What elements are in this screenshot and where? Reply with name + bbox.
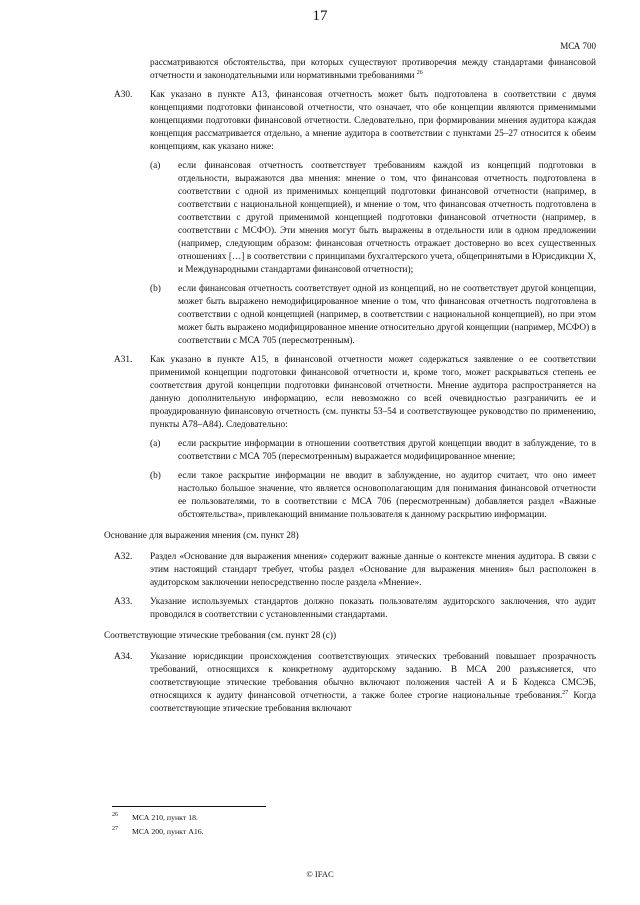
paragraph-text: Как указано в пункте А15, в финансовой отчетности может содержаться заявление о ее соответствии применимой концепции подготовки финансовой отчетности и, кроме того, может раскрываться степень ее соответствия другой концепции подготовки финансовой отчетности. Мнение аудитора распространяется на данную дополнительную информацию, если невозможно со всей очевидностью разграничить ее и проаудированную финансовую отчетность (см. пункты 53–54 и соответствующее руководство по применению, пункты A78–A84). Следовательно: [150,355,596,430]
paragraph-number: А32. [114,552,133,562]
paragraph-text: Указание юрисдикции происхождения соответствующих этических требований повышает прозрачность требований, относящихся к конкретному аудиторскому заданию. В МСА 200 разъясняется, что соответствующие этические требования обычно включают положения частей А и Б Кодекса СМСЭБ, относящихся к аудиту финансовой отчетности, а также более строгие национальные требования. [150,652,596,701]
list-item [150,470,596,522]
item-text: если такое раскрытие информации не вводит в заблуждение, но аудитор считает, что оно имеет настолько большое значение, что является основополагающим для понимания финансовой отчетности ее пользователями, то в соответствии с МСА 706 (пересмотренным) добавляется раздел «Важные обстоятельства», привлекающий внимание пользователя к данному раскрытию информации. [178,471,596,520]
paragraph-a30 [114,89,596,154]
item-label: (a) [150,439,161,449]
paragraph-a32 [114,551,596,590]
footnote-ref-26: 26 [416,69,423,76]
list-item [150,160,596,277]
item-text: если финансовая отчетность соответствует одной из концепций, но не соответствует другой концепции, может быть выражено немодифицированное мнение о том, что финансовая отчетность подготовлена в соответствии с одной концепцией (например, в соответствии с национальной концепцией), но при этом может быть выражено модифицированное мнение относительно другой концепции (например, МСФО) в соответствии с МСА 705 (пересмотренным). [178,284,596,346]
item-label: (b) [150,471,161,481]
footnote-number: 27 [112,826,118,832]
paragraph-number: А33. [114,597,133,607]
paragraph-text: Указание используемых стандартов должно показать пользователям аудиторского заключения, что аудит проводился в соответствии с установленными стандартами. [150,597,596,620]
item-label: (a) [150,161,161,171]
footnote-divider [112,806,266,807]
document-body [104,57,596,722]
footnote [112,812,596,823]
standard-code: МСА 700 [560,41,596,51]
section-heading: Соответствующие этические требования (см. пункт 28 (c)) [104,631,337,641]
item-label: (b) [150,284,161,294]
intro-paragraph [150,57,596,83]
item-text: если раскрытие информации в отношении соответствия другой концепции вводит в заблуждение, то в соответствии с МСА 705 (пересмотренным) выражается модифицированное мнение; [178,439,596,462]
page-number: 17 [312,8,328,24]
footnote-number: 26 [112,812,118,818]
footnote-text: МСА 200, пункт A16. [132,827,204,836]
paragraph-text: Раздел «Основание для выражения мнения» содержит важные данные о контексте мнения аудитора. В связи с этим настоящий стандарт требует, чтобы раздел «Основание для выражения мнения» был расположен в аудиторском заключении непосредственно после раздела «Мнение». [150,552,596,588]
list-item [150,283,596,348]
item-text: если финансовая отчетность соответствует требованиям каждой из концепций подготовки в отдельности, выражаются два мнения: мнение о том, что финансовая отчетность подготовлена в соответствии с одной из применимых концепций подготовки финансовой отчетности (например, в соответствии с национальной концепцией), и мнение о том, что финансовая отчетность подготовлена в соответствии с другой применимой концепцией подготовки финансовой отчетности (например, в соответствии с МСФО). Эти мнения могут быть выражены в отдельности или в одном предложении (например, следующим образом: финансовая отчетность отражает достоверно во всех существенных отношениях […] в соответствии с принципами бухгалтерского учета, общепринятыми в Юрисдикции X, и Международными стандартами финансовой отчетности); [178,161,596,275]
footnote-text: МСА 210, пункт 18. [132,813,198,822]
intro-text: рассматриваются обстоятельства, при которых существуют противоречия между стандартами финансовой отчетности и законодательными или нормативными требованиями [150,58,596,81]
paragraph-number: А30. [114,90,133,100]
paragraph-number: А34. [114,652,133,662]
list-item [150,438,596,464]
section-heading: Основание для выражения мнения (см. пункт 28) [104,531,299,541]
footnote-ref-27: 27 [562,689,569,696]
paragraph-a34 [114,651,596,716]
paragraph-text: Как указано в пункте А13, финансовая отчетность может быть подготовлена в соответствии с двумя концепциями подготовки финансовой отчетности, что означает, что обе концепции являются применимыми концепциями подготовки финансовой отчетности. Следовательно, при формировании мнения аудитора каждая концепция рассматривается отдельно, а мнение аудитора в соответствии с пунктами 25–27 относится к обеим концепциям, как указано ниже: [150,90,596,152]
footnotes [112,812,596,840]
footnote [112,826,596,837]
paragraph-number: А31. [114,355,133,365]
paragraph-a33 [114,596,596,622]
paragraph-a31 [114,354,596,432]
paragraph-text-continued: Когда соответствующие этические требования включают [150,691,596,714]
copyright-footer: © IFAC [306,869,334,879]
